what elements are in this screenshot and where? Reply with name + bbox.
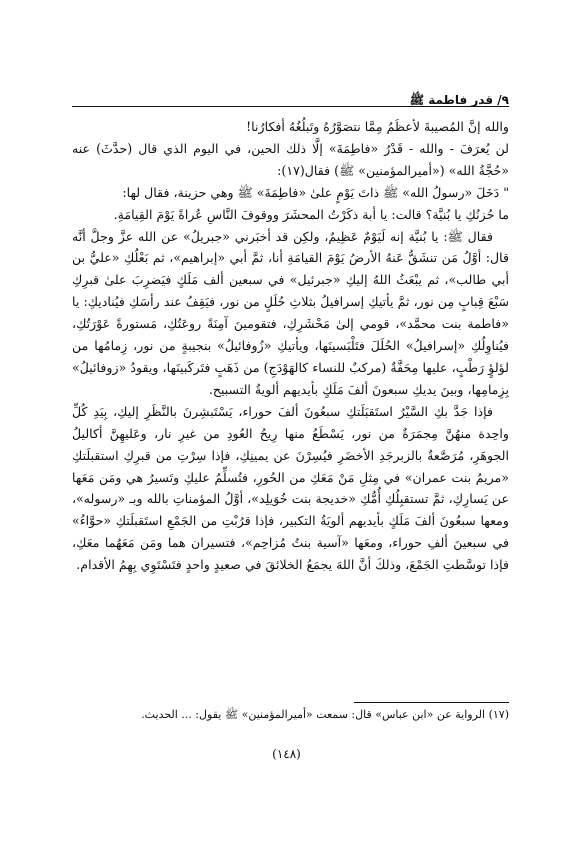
paragraph: والله إنَّ المُصيبةَ لأعظَمُ مِمَّا نتصَوَّرُهُ وتَبلُغُهُ أفكارُنا! — [246, 119, 509, 134]
page-number: (١٤٨) — [272, 747, 301, 761]
footnote: (١٧) الرواية عن «ابن عباس» قال: سمعت «أميرالمؤمنين» ﷺ يقول: ... الحديث. — [141, 708, 509, 721]
paragraph: فإذا جَدَّ بكِ السَّيْرُ استَقبَلَتكِ سبعُونَ ألفَ حوراء، يَسْتَبشِرنَ بالنَّظَرِ إليكِ، بِيَدِ كُلِّ واحِدة منهُنَّ مِجمَرَةٌ من نور، يَسْطَعُ منها رِيحُ العُودِ من غيرِ نار، وعَليهِنَّ أكاليلُ الجوهَرِ، مُرَصَّعةٌ بالزبرجَدِ الأخضَرِ فيُسِرْنَ عن يمينِكِ، فإذا سِرْتِ من قبرِكِ استقبلَتكِ «مريمُ بنت عمران» في مِثلِ مَنْ مَعَكِ من الحُورِ، فتُسلِّمُ عليكِ وتَسيرُ هي ومَن مَعَها عن يَسارِكِ، ثمَّ تستقبِلُكِ أُمُّكِ «خديجة بنت خُوَيلِد»، أوَّلُ المؤمناتِ بالله وبـ «رسوله»، ومعها سبعُونَ ألفَ مَلَكٍ بأيديهم ألويَةُ التكبير، فإذا قرُبْتِ من الجَمْعِ استَقبلَتكِ «حوَّاءُ» في سبعينَ ألفِ حوراء، ومعَها «آسية بنتُ مُزاحِم»، فتسيران هما ومَن مَعَهُما معَكِ، فإذا توسَّطتِ الجَمْعَ، وذلكَ أنَّ اللهَ يجمَعُ الخلائقَ في صعيدٍ واحدٍ فتَسْتَوِي بِهِمُ الأقدام. — [72, 403, 509, 573]
body-text — [72, 116, 509, 576]
running-header: ٩/ قدر فاطمة ﷺ — [409, 93, 509, 107]
paragraph: لن يُعرَفَ - والله - قَدْرُ «فاطِمَةَ» إلَّا ذلك الحين، في اليوم الذي قال (حدَّثَ) عنه «حُجَّةُ الله» («أميرالمؤمنين» ﷺ) فقال(١٧): — [72, 140, 509, 178]
footnote-rule — [354, 702, 509, 703]
paragraph: فقال ﷺ: يا بُنيَّة إنه لَيَوْمٌ عَظِيمٌ، ولكِن قد أخبَرني «جبريلُ» عن الله عزَّ وجلَّ أنَّه قال: أوَّلُ مَن تنشَقُّ عَنهُ الأرضُ يَوْمَ القيامَةِ أنا، ثمَّ أبي «إبراهيم»، ثم بَعْلُكِ «عليُّ بن أبي طالب»، ثم يبْعَثُ اللهُ إليكِ «جبرئيل» في سبعين ألف مَلَكٍ فيَضرِبَ علىٰ قبرِكِ سَبْعَ قِبابٍ مِن نور، ثمَّ يأتيكِ إسرافيلُ بثلاثِ حُلَلٍ من نور، فيَقِفُ عند رأسَكِ فيُناديكِ: يا «فاطمة بنت محمَّد»، قومي إلىٰ مَحْشَرِكِ، فتقومينَ آمِنَةً روعَتُكِ، مَستورةً عَوْرَتُكِ، فيُناوِلُكِ «إسرافيلُ» الحُلَلَ فتَلْبَسينَها، ويأتيكِ «زُوفائيلُ» بنجيبةٍ من نور، زِمامُها من لؤلؤٍ رَطْبٍ، عليها مِحَفَّةٌ (مركبٌ للنساء كالهَوْدَجِ) من ذَهَبٍ فتَركَبينَها، ويقودُ «زوفائيلُ» بِزِمامِها، وبينَ يديكِ سبعونَ ألفَ مَلَكٍ بأيديهم ألويةُ التسبيح. — [72, 228, 510, 397]
header-rule — [72, 106, 509, 107]
paragraph: " دَخَلَ «رسولُ الله» ﷺ ذاتَ يَوْمٍ علىٰ «فاطِمَةَ» ﷺ وهي حزينة، فقال لها: — [122, 184, 509, 200]
paragraph: ما حُزنُكِ يا بُنيَّة؟ قالت: يا أبة ذكَرْتُ المحشَرَ ووقوفَ النَّاسِ عُراةً يَوْمَ القِيامَةِ. — [113, 206, 509, 222]
